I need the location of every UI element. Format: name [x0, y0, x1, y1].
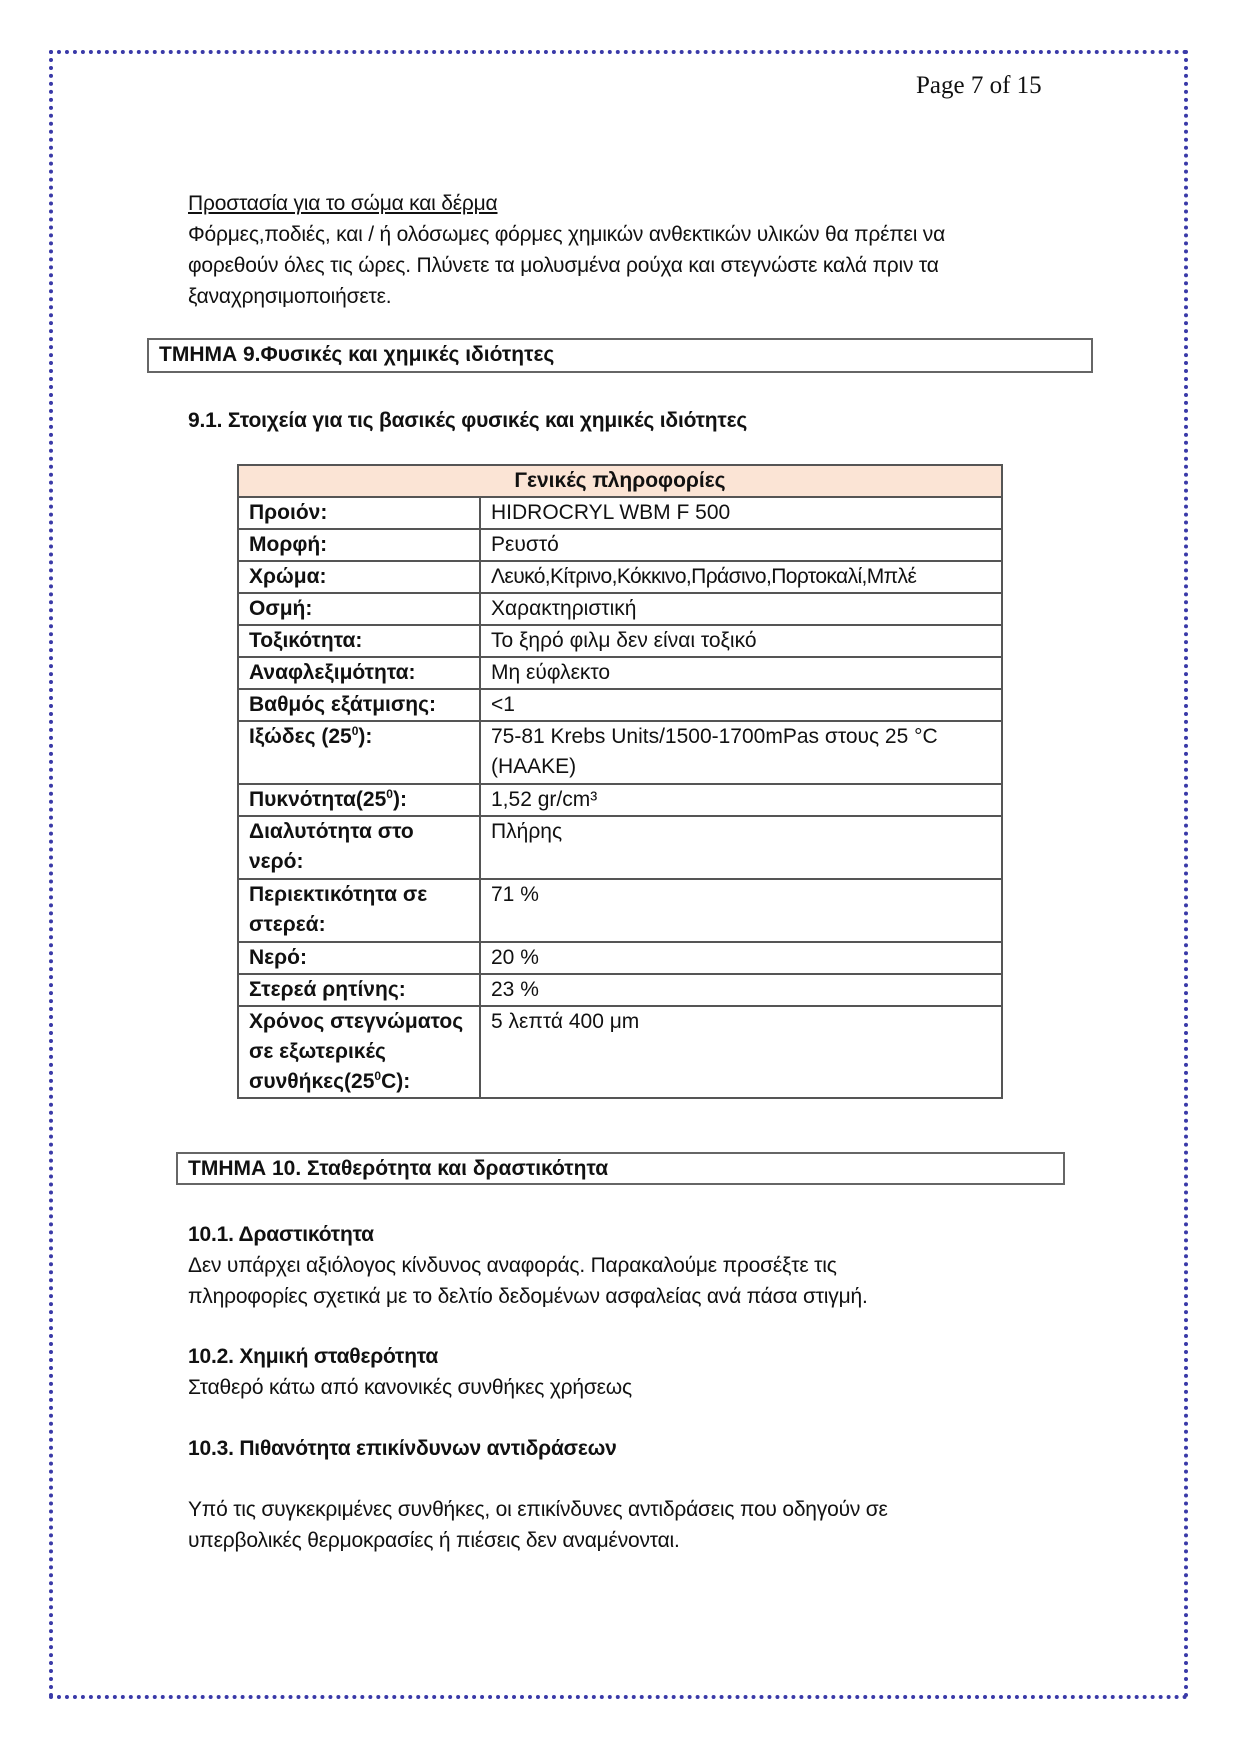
row-key — [238, 784, 480, 816]
row-value: <1 — [480, 689, 1002, 721]
key-text: Ιξώδες (25 — [249, 725, 352, 748]
section-10-3-line-2: υπερβολικές θερμοκρασίες ή πιέσεις δεν αναμένονται. — [188, 1529, 680, 1552]
section-10-1-line-2: πληροφορίες σχετικά με το δελτίο δεδομένων ασφαλείας ανά πάσα στιγμή. — [188, 1285, 868, 1308]
row-value: 5 λεπτά 400 μm — [480, 1006, 1002, 1098]
table-row — [238, 657, 1002, 689]
table-row — [238, 816, 1002, 879]
row-key — [238, 1006, 480, 1098]
section-10-title: ΤΜΗΜΑ 10. Σταθερότητα και δραστικότητα — [188, 1157, 609, 1180]
key-text: ): — [392, 788, 407, 811]
table-row — [238, 721, 1002, 784]
row-value: HIDROCRYL WBM F 500 — [480, 497, 1002, 529]
row-value: 23 % — [480, 974, 1002, 1006]
section-10-2-text: Σταθερό κάτω από κανονικές συνθήκες χρήσεως — [188, 1376, 632, 1399]
row-value: 1,52 gr/cm³ — [480, 784, 1002, 816]
general-info-table — [237, 464, 1003, 1099]
table-row — [238, 974, 1002, 1006]
table-row — [238, 561, 1002, 593]
row-key: Περιεκτικότητα σε στερεά: — [238, 879, 480, 942]
row-value: Μη εύφλεκτο — [480, 657, 1002, 689]
row-key: Διαλυτότητα στο νερό: — [238, 816, 480, 879]
section-9-title: ΤΜΗΜΑ 9.Φυσικές και χημικές ιδιότητες — [159, 343, 555, 366]
row-key: Αναφλεξιμότητα: — [238, 657, 480, 689]
row-key: Στερεά ρητίνης: — [238, 974, 480, 1006]
table-row — [238, 593, 1002, 625]
table-header: Γενικές πληροφορίες — [238, 465, 1002, 497]
row-key: Μορφή: — [238, 529, 480, 561]
row-key: Χρώμα: — [238, 561, 480, 593]
table-row — [238, 625, 1002, 657]
body-protection-line-2: φορεθούν όλες τις ώρες. Πλύνετε τα μολυσμένα ρούχα και στεγνώστε καλά πριν τα — [188, 254, 939, 277]
page-number: Page 7 of 15 — [916, 72, 1042, 99]
section-10-1-title: 10.1. Δραστικότητα — [188, 1223, 374, 1246]
table-row — [238, 497, 1002, 529]
row-value: 71 % — [480, 879, 1002, 942]
key-text: C): — [381, 1070, 411, 1093]
row-value: 20 % — [480, 942, 1002, 974]
key-text: Πυκνότητα(25 — [249, 788, 387, 811]
section-10-1-line-1: Δεν υπάρχει αξιόλογος κίνδυνος αναφοράς. Παρακαλούμε προσέξτε τις — [188, 1254, 837, 1277]
row-key: Προιόν: — [238, 497, 480, 529]
row-value: Πλήρης — [480, 816, 1002, 879]
body-protection-line-1: Φόρμες,ποδιές, και / ή ολόσωμες φόρμες χημικών ανθεκτικών υλικών θα πρέπει να — [188, 223, 946, 246]
table-row — [238, 879, 1002, 942]
table-row — [238, 784, 1002, 816]
key-text: ): — [358, 725, 373, 748]
table-row — [238, 1006, 1002, 1098]
row-value: Το ξηρό φιλμ δεν είναι τοξικό — [480, 625, 1002, 657]
row-key: Βαθμός εξάτμισης: — [238, 689, 480, 721]
row-value: Λευκό,Κίτρινο,Κόκκινο,Πράσινο,Πορτοκαλί,Μπλέ — [480, 561, 1002, 593]
table-header-row — [238, 465, 1002, 497]
table-row — [238, 689, 1002, 721]
section-9-1-title: 9.1. Στοιχεία για τις βασικές φυσικές και χημικές ιδιότητες — [188, 409, 748, 432]
row-key — [238, 721, 480, 784]
section-10-2-title: 10.2. Χημική σταθερότητα — [188, 1345, 439, 1368]
row-key: Οσμή: — [238, 593, 480, 625]
row-key: Τοξικότητα: — [238, 625, 480, 657]
key-text: Χρόνος στεγνώματος σε εξωτερικές συνθήκες(25 — [249, 1010, 464, 1093]
row-value: Χαρακτηριστική — [480, 593, 1002, 625]
body-protection-line-3: ξαναχρησιμοποιήσετε. — [188, 285, 392, 308]
table-row — [238, 529, 1002, 561]
section-10-3-line-1: Υπό τις συγκεκριμένες συνθήκες, οι επικίνδυνες αντιδράσεις που οδηγούν σε — [188, 1498, 888, 1521]
section-9-heading — [147, 338, 1093, 373]
row-key: Νερό: — [238, 942, 480, 974]
table-row — [238, 942, 1002, 974]
section-10-heading — [176, 1152, 1065, 1185]
superscript: 0 — [386, 787, 393, 801]
body-protection-title: Προστασία για το σώμα και δέρμα — [188, 192, 498, 215]
row-value: Ρευστό — [480, 529, 1002, 561]
section-10-3-title: 10.3. Πιθανότητα επικίνδυνων αντιδράσεων — [188, 1437, 617, 1460]
row-value: 75-81 Krebs Units/1500-1700mPas στους 25 °C (HAAKE) — [480, 721, 1002, 784]
superscript: 0 — [374, 1069, 382, 1083]
superscript: 0 — [351, 724, 359, 738]
